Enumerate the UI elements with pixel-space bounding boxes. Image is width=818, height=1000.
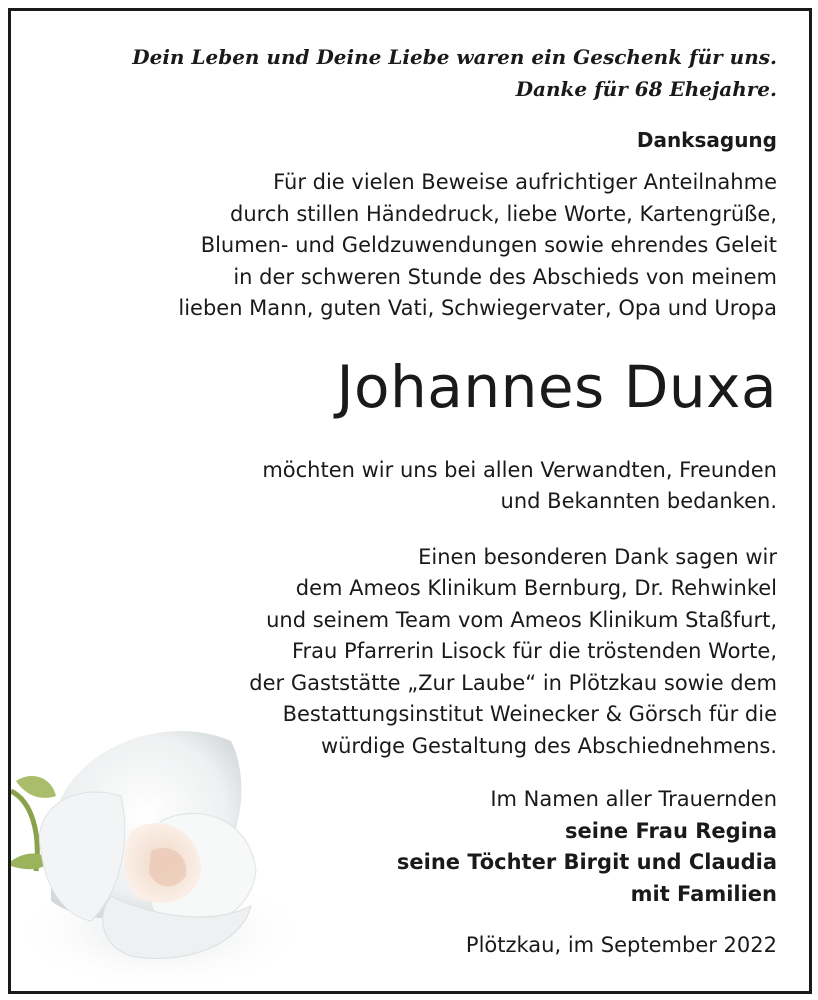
obituary-text [57,41,777,960]
intro-line: in der schweren Stunde des Abschieds von meinem [233,264,777,289]
signature-name: mit Familien [630,881,777,906]
intro-line: Für die vielen Beweise aufrichtiger Anteilnahme [273,170,777,194]
signature [57,784,777,910]
special-thanks-paragraph [57,542,777,763]
special-thanks-line: Frau Pfarrerin Lisock für die tröstenden Worte, [292,639,777,663]
thanks-line: möchten wir uns bei allen Verwandten, Freunden [262,457,777,482]
special-thanks-line: würdige Gestaltung des Abschiednehmens. [320,733,777,758]
motto [57,41,777,105]
signature-intro: Im Namen aller Trauernden [490,787,777,811]
intro-line: durch stillen Händedruck, liebe Worte, Kartengrüße, [230,201,777,226]
special-thanks-line: der Gaststätte „Zur Laube“ in Plötzkau sowie dem [249,670,777,695]
intro-line: lieben Mann, guten Vati, Schwiegervater, Opa und Uropa [178,296,777,320]
intro-line: Blumen- und Geldzuwendungen sowie ehrendes Geleit [200,233,777,257]
place-date: Plötzkau, im September 2022 [465,933,777,957]
special-thanks-line: Bestattungsinstitut Weinecker & Görsch für die [282,702,777,726]
signature-name: seine Frau Regina [565,818,777,843]
deceased-name: Johannes Duxa [336,352,777,421]
motto-line: Danke für 68 Ehejahre. [515,77,777,101]
thanks-line: und Bekannten bedanken. [500,489,777,513]
signature-name: seine Töchter Birgit und Claudia [396,850,777,874]
motto-line: Dein Leben und Deine Liebe waren ein Geschenk für uns. [132,45,777,69]
obituary-card [8,8,812,994]
thanks-paragraph [57,455,777,518]
heading: Danksagung [636,128,777,152]
special-thanks-line: und seinem Team vom Ameos Klinikum Staßfurt, [266,607,777,632]
special-thanks-line: dem Ameos Klinikum Bernburg, Dr. Rehwinkel [295,576,777,600]
intro-paragraph [57,167,777,325]
special-thanks-line: Einen besonderen Dank sagen wir [418,544,777,569]
